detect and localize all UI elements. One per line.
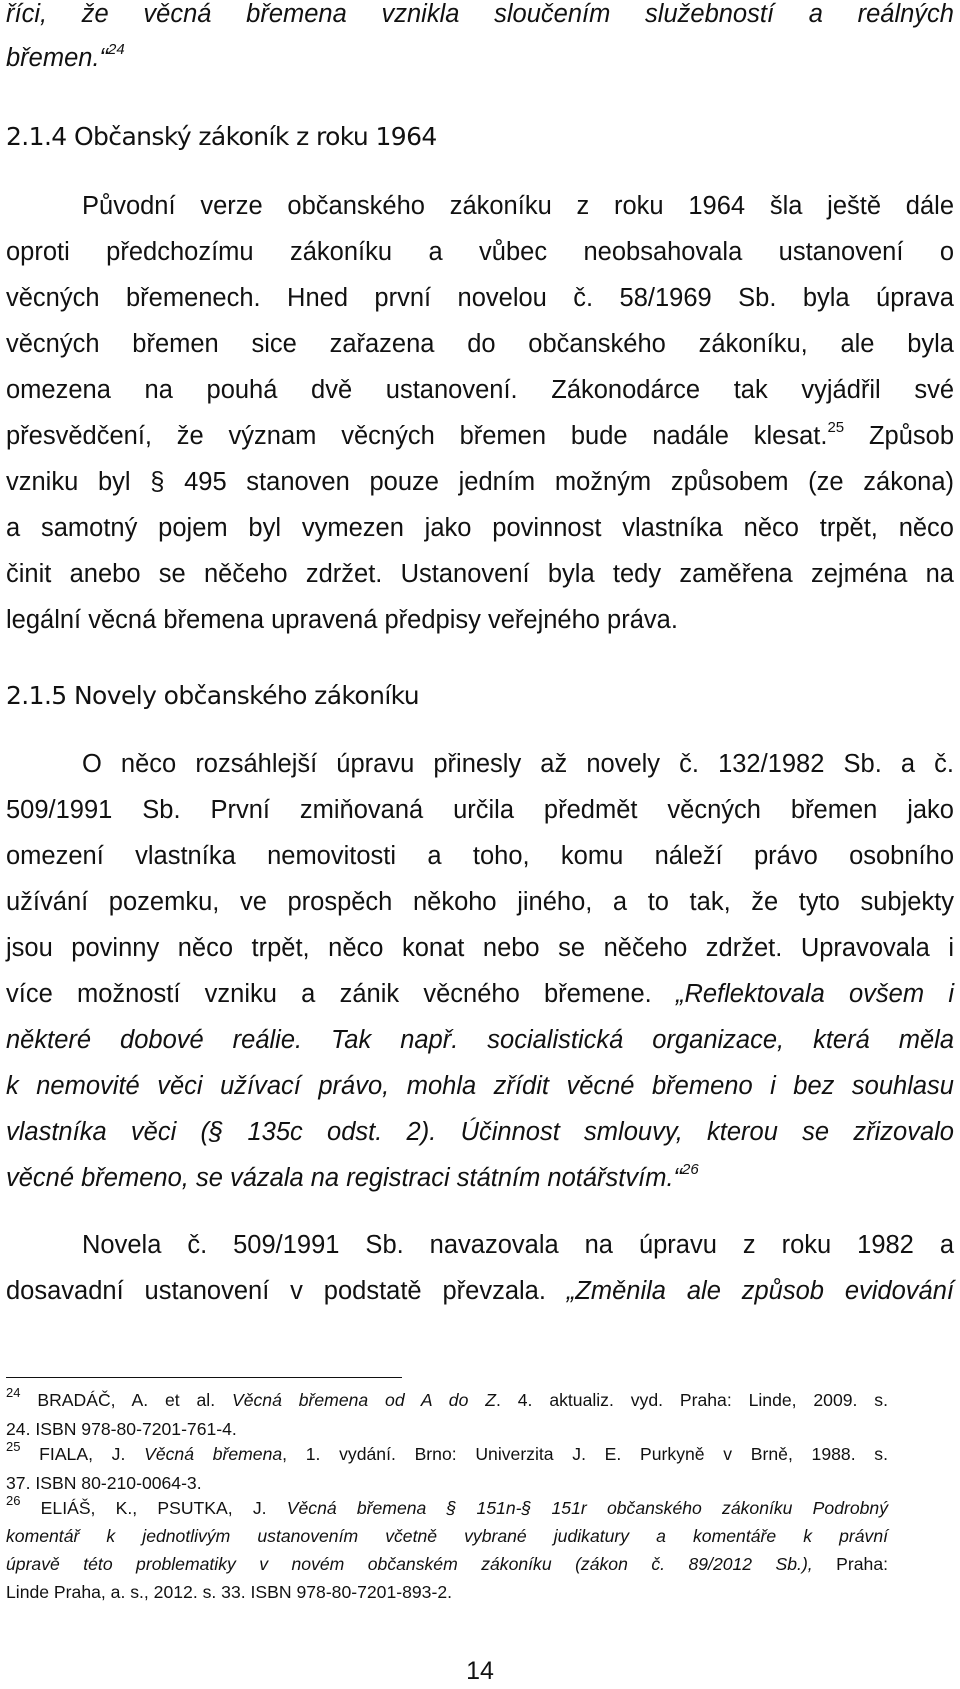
footnote-ref: 25	[827, 418, 845, 436]
body-line: věcných břemen sice zařazena do občanského zákoníku, ale byla	[6, 330, 954, 358]
footnote-line: úpravě této problematiky v novém občanském zákoníku (zákon č. 89/2012 Sb.), Praha:	[6, 1554, 888, 1574]
footnote-number: 24	[6, 1385, 21, 1401]
body-line: k nemovité věci užívací právo, mohla zřídit věcné břemeno i bez souhlasu	[6, 1072, 954, 1100]
section-heading: 2.1.5 Novely občanského zákoníku	[6, 681, 420, 710]
body-line: dosavadní ustanovení v podstatě převzala. „Změnila ale způsob evidování	[6, 1277, 954, 1305]
footnote-line: $^{25}$ FIALA, J. Věcná břemena, 1. vydání. Brno: Univerzita J. E. Purkyně v Brně, 1988. s.	[6, 1439, 888, 1464]
body-line: Původní verze občanského zákoníku z roku 1964 šla ještě dále	[82, 192, 954, 220]
body-line: 509/1991 Sb. První zmiňovaná určila předmět věcných břemen jako	[6, 796, 954, 824]
body-line: věcných břemenech. Hned první novelou č. 58/1969 Sb. byla úprava	[6, 284, 954, 312]
body-line: O něco rozsáhlejší úpravu přinesly až novely č. 132/1982 Sb. a č.	[82, 750, 954, 778]
body-line: legální věcná břemena upravená předpisy veřejného práva.	[6, 606, 678, 634]
body-line: jsou povinny něco trpět, něco konat nebo se něčeho zdržet. Upravovala i	[6, 934, 954, 962]
footnote-line: $^{26}$ ELIÁŠ, K., PSUTKA, J. Věcná břemena § 151n-§ 151r občanského zákoníku Podrobný	[6, 1493, 888, 1518]
footnote-ref: 24	[108, 40, 125, 58]
body-line: vzniku byl § 495 stanoven pouze jedním možným způsobem (ze zákona)	[6, 468, 954, 496]
body-line: více možností vzniku a zánik věcného břemene. „Reflektovala ovšem i	[6, 980, 954, 1008]
footnote-line: $^{24}$ BRADÁČ, A. et al. Věcná břemena od A do Z. 4. aktualiz. vyd. Praha: Linde, 2009. s.	[6, 1385, 888, 1410]
body-line: vlastníka věci (§ 135c odst. 2). Účinnost smlouvy, kterou se zřizovalo	[6, 1118, 954, 1146]
body-line: užívání pozemku, ve prospěch někoho jiného, a to tak, že tyto subjekty	[6, 888, 954, 916]
body-line: omezení vlastníka nemovitosti a toho, komu náleží právo osobního	[6, 842, 954, 870]
section-heading: 2.1.4 Občanský zákoník z roku 1964	[6, 122, 437, 151]
page-number: 14	[466, 1657, 494, 1685]
footnote-number: 25	[6, 1439, 21, 1455]
body-line: Novela č. 509/1991 Sb. navazovala na úpravu z roku 1982 a	[82, 1231, 954, 1259]
body-line: a samotný pojem byl vymezen jako povinnost vlastníka něco trpět, něco	[6, 514, 954, 542]
body-line: břemen.“$^{24}$	[6, 40, 125, 72]
footnote-number: 26	[6, 1493, 21, 1509]
quote-text: „Reflektovala ovšem i	[675, 980, 954, 1008]
body-line: říci, že věcná břemena vznikla sloučením služebností a reálných	[6, 0, 954, 28]
footnote-line: 24. ISBN 978-80-7201-761-4.	[6, 1419, 237, 1439]
footnote-separator	[6, 1377, 402, 1378]
footnote-ref: 26	[682, 1160, 699, 1178]
quote-text: „Změnila ale způsob evidování	[566, 1277, 954, 1305]
body-line: některé dobové reálie. Tak např. socialistická organizace, která měla	[6, 1026, 954, 1054]
body-line: přesvědčení, že význam věcných břemen bude nadále klesat.$^{25}$ Způsob	[6, 418, 955, 450]
body-line: činit anebo se něčeho zdržet. Ustanovení byla tedy zaměřena zejména na	[6, 560, 954, 588]
footnote-line: 37. ISBN 80-210-0064-3.	[6, 1473, 202, 1493]
body-line: oproti předchozímu zákoníku a vůbec neobsahovala ustanovení o	[6, 238, 954, 266]
body-line: omezena na pouhá dvě ustanovení. Zákonodárce tak vyjádřil své	[6, 376, 954, 404]
footnote-line: Linde Praha, a. s., 2012. s. 33. ISBN 978-80-7201-893-2.	[6, 1582, 452, 1602]
footnote-line: komentář k jednotlivým ustanovením včetně vybrané judikatury a komentáře k právní	[6, 1526, 888, 1546]
body-line: věcné břemeno, se vázala na registraci státním notářstvím.“$^{26}$	[6, 1160, 699, 1192]
